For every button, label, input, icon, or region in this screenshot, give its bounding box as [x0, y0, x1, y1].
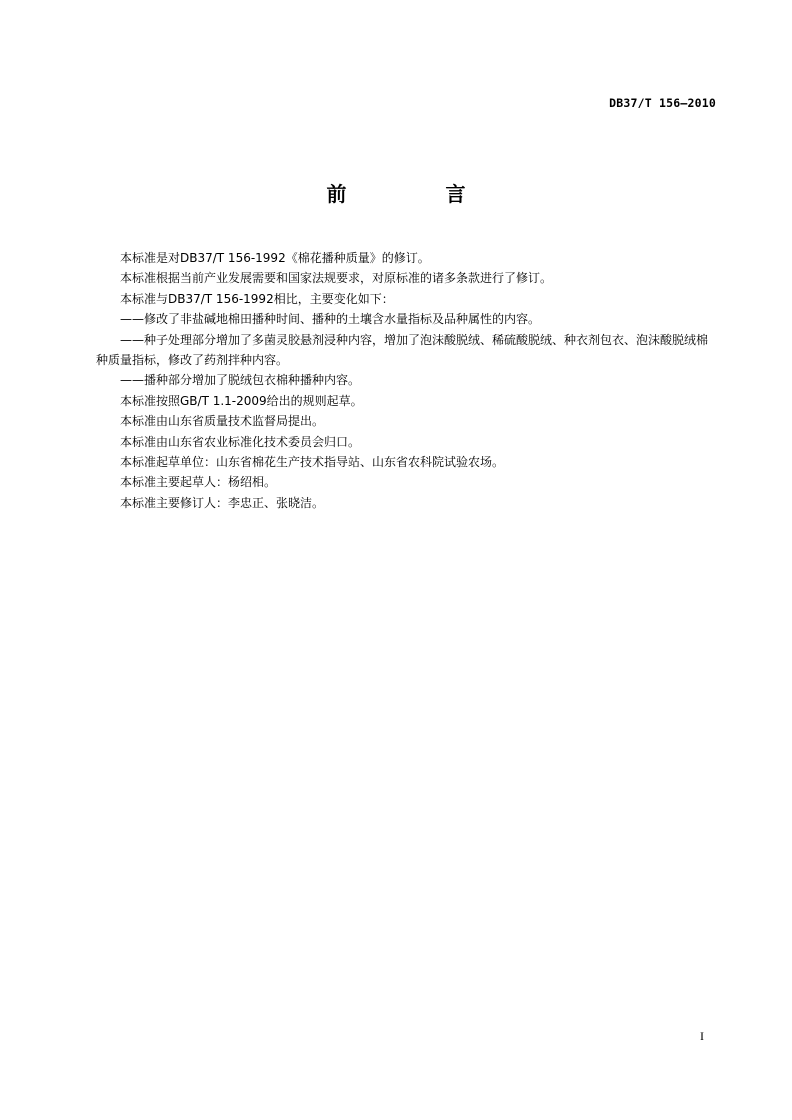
foreword-body [96, 248, 718, 513]
paragraph-main-drafter: 本标准主要起草人：杨绍相。 [120, 475, 277, 490]
paragraph-revision-reason: 本标准根据当前产业发展需要和国家法规要求，对原标准的诸多条款进行了修订。 [120, 271, 553, 286]
change-item-seed-treatment: ——种子处理部分增加了多菌灵胶悬剂浸种内容，增加了泡沫酸脱绒、稀硫酸脱绒、种衣剂包衣、泡沫酸脱绒棉种质量指标，修改了药剂拌种内容。 [96, 332, 709, 368]
page-title: 前 言 [326, 182, 512, 206]
document-code: DB37/T 156—2010 [609, 96, 716, 110]
paragraph-proposed-by: 本标准由山东省质量技术监督局提出。 [120, 414, 325, 429]
paragraph-main-reviser: 本标准主要修订人：李忠正、张晓洁。 [120, 495, 325, 510]
change-item-sowing: ——播种部分增加了脱绒包衣棉种播种内容。 [120, 373, 361, 388]
page-number: I [700, 1029, 704, 1043]
paragraph-drafting-rules: 本标准按照GB/T 1.1-2009给出的规则起草。 [120, 393, 363, 408]
change-item-sowing-time: ——修改了非盐碱地棉田播种时间、播种的土壤含水量指标及品种属性的内容。 [120, 312, 541, 327]
paragraph-centralized-by: 本标准由山东省农业标准化技术委员会归口。 [120, 434, 361, 449]
paragraph-main-changes-intro: 本标准与DB37/T 156-1992相比，主要变化如下： [120, 291, 394, 306]
paragraph-revision-of: 本标准是对DB37/T 156-1992《棉花播种质量》的修订。 [120, 251, 430, 265]
paragraph-drafting-units: 本标准起草单位：山东省棉花生产技术指导站、山东省农科院试验农场。 [120, 455, 505, 470]
